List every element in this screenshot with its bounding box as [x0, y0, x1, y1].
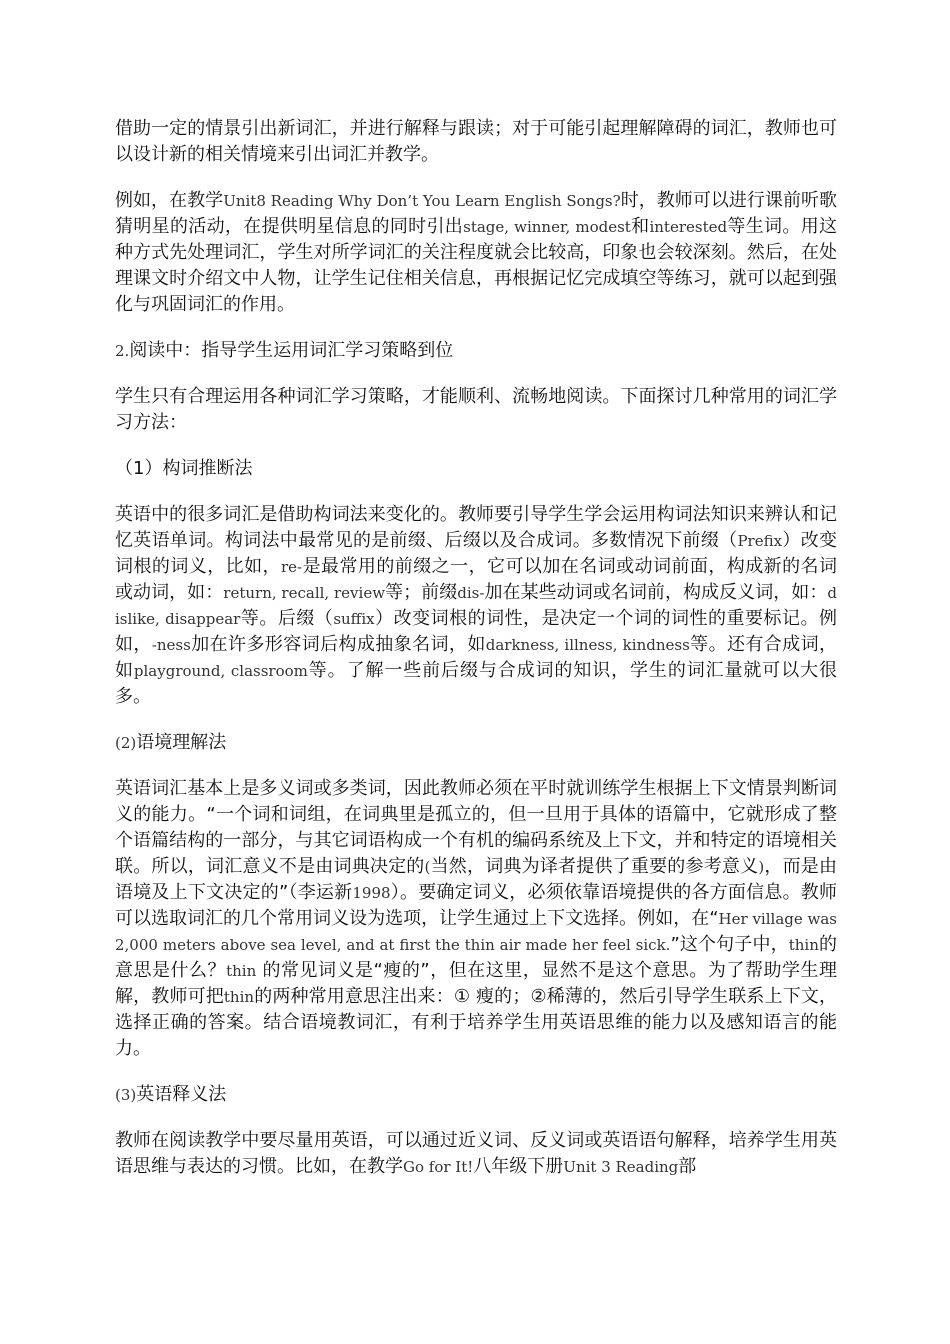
english-term: thin: [788, 936, 819, 954]
text-segment: ）改变词根的词性，是决定一个词的词性的重要标记。例如，: [115, 608, 838, 655]
text-segment: 等。还有合成词，如: [115, 634, 838, 681]
text-segment: 等。了解一些前后缀与合成词的知识，学生的词汇量就可以大很多。: [115, 660, 837, 707]
text-segment: 等；前缀: [385, 582, 458, 603]
english-term: Unit8 Reading Why Don’t You Learn English Songs?: [223, 192, 621, 210]
section-heading: [115, 1082, 837, 1108]
text-segment: 的意思是什么？: [115, 934, 838, 981]
english-term: 1998: [352, 884, 391, 902]
text-segment: 等生词。用这种方式先处理词汇，学生对所学词汇的关注程度就会比较高，印象也会较深刻。然后，在处理课文时介绍文中人物，让学生记住相关信息，再根据记忆完成填空等练习，就可以起到强化与巩固词汇的作用。: [115, 216, 838, 315]
english-term: return, recall, review: [223, 584, 386, 602]
text-segment: 学生只有合理运用各种词汇学习策略，才能顺利、流畅地阅读。下面探讨几种常用的词汇学习方法：: [115, 386, 837, 433]
english-term: (2): [115, 734, 137, 752]
body-paragraph: [115, 1128, 837, 1180]
text-segment: 部: [678, 1156, 697, 1177]
text-segment: 例如，在教学: [115, 190, 224, 211]
english-term: stage, winner, modest: [463, 218, 631, 236]
english-term: dis-: [457, 584, 485, 602]
english-term: (3): [115, 1086, 137, 1104]
text-segment: 的常见词义是“瘦的”，但在这里，显然不是这个意思。为了帮助学生理解，教师可把: [115, 960, 837, 1007]
text-segment: 借助一定的情景引出新词汇，并进行解释与跟读；对于可能引起理解障碍的词汇，教师也可以设计新的相关情境来引出词汇并教学。: [115, 118, 837, 165]
english-term: (: [424, 858, 431, 876]
text-segment: ”这个句子中，: [670, 934, 789, 955]
english-term: -ness: [151, 636, 191, 654]
english-term: darkness, illness, kindness: [485, 636, 690, 654]
body-paragraph: [115, 188, 837, 318]
english-term: Unit 3 Reading: [563, 1158, 679, 1176]
text-segment: 和: [630, 216, 650, 237]
text-segment: 的两种常用意思注出来：① 瘦的；②稀薄的，然后引导学生联系上下文，选择正确的答案。结合语境教词汇，有利于培养学生用英语思维的能力以及感知语言的能力。: [115, 986, 837, 1059]
english-term: Her village was 2,000 meters above sea level, and at first the thin air made her feel sick.: [115, 910, 837, 954]
body-paragraph: [115, 776, 837, 1062]
english-term: thin: [223, 988, 255, 1006]
text-segment: ，而是由语境及上下文决定的”（李运新: [115, 856, 838, 903]
text-segment: 阅读中：指导学生运用词汇学习策略到位: [129, 340, 454, 361]
text-segment: ）。要确定词义，必须依靠语境提供的各方面信息。教师可以选取词汇的几个常用词义设为选项，让学生通过上下文选择。例如，在“: [115, 882, 837, 929]
text-segment: 英语释义法: [136, 1084, 227, 1105]
english-term: re-: [281, 558, 303, 576]
text-segment: 是最常用的前缀之一，它可以加在名词或动词前面，构成新的名词或动词，如：: [115, 556, 838, 603]
english-term: Prefix: [737, 532, 783, 550]
english-term: interested: [649, 218, 728, 236]
text-segment: 英语词汇基本上是多义词或多类词，因此教师必须在平时就训练学生根据上下文情景判断词义的能力。“一个词和词组，在词典里是孤立的，但一旦用于具体的语篇中，它就形成了整个语篇结构的一部分，与其它词语构成一个有机的编码系统及上下文，并和特定的语境相关联。所以，词汇意义不是由词典决定的: [115, 778, 837, 877]
text-segment: 教师在阅读教学中要尽量用英语，可以通过近义词、反义词或英语语句解释，培养学生用英语思维与表达的习惯。比如，在教学: [115, 1130, 837, 1177]
document-page: [115, 116, 837, 1200]
english-term: thin: [226, 962, 257, 980]
section-heading: [115, 456, 837, 482]
english-term: dislike, disappear: [115, 584, 837, 628]
text-segment: 语境理解法: [136, 732, 227, 753]
body-paragraph: [115, 502, 837, 710]
text-segment: 加在许多形容词后构成抽象名词，如: [190, 634, 486, 655]
text-segment: （1）构词推断法: [115, 458, 253, 479]
text-segment: 等。后缀（: [240, 608, 334, 629]
body-paragraph: [115, 384, 837, 436]
english-term: ): [758, 858, 765, 876]
text-segment: 加在某些动词或名词前，构成反义词，如：: [484, 582, 828, 603]
text-segment: 当然，词典为译者提供了重要的参考意义: [430, 856, 759, 877]
english-term: playground, classroom: [133, 662, 308, 680]
text-segment: 英语中的很多词汇是借助构词法来变化的。教师要引导学生学会运用构词法知识来辨认和记忆英语单词。构词法中最常见的是前缀、后缀以及合成词。多数情况下前缀（: [115, 504, 837, 551]
text-segment: ）改变词根的词义，比如，: [115, 530, 838, 577]
section-heading: [115, 338, 837, 364]
english-term: Go for It!: [403, 1158, 474, 1176]
english-term: suffix: [333, 610, 375, 628]
english-term: 2.: [115, 342, 130, 360]
section-heading: [115, 730, 837, 756]
body-paragraph: [115, 116, 837, 168]
text-segment: 时，教师可以进行课前听歌猜明星的活动，在提供明星信息的同时引出: [115, 190, 838, 237]
text-segment: 八年级下册: [473, 1156, 564, 1177]
